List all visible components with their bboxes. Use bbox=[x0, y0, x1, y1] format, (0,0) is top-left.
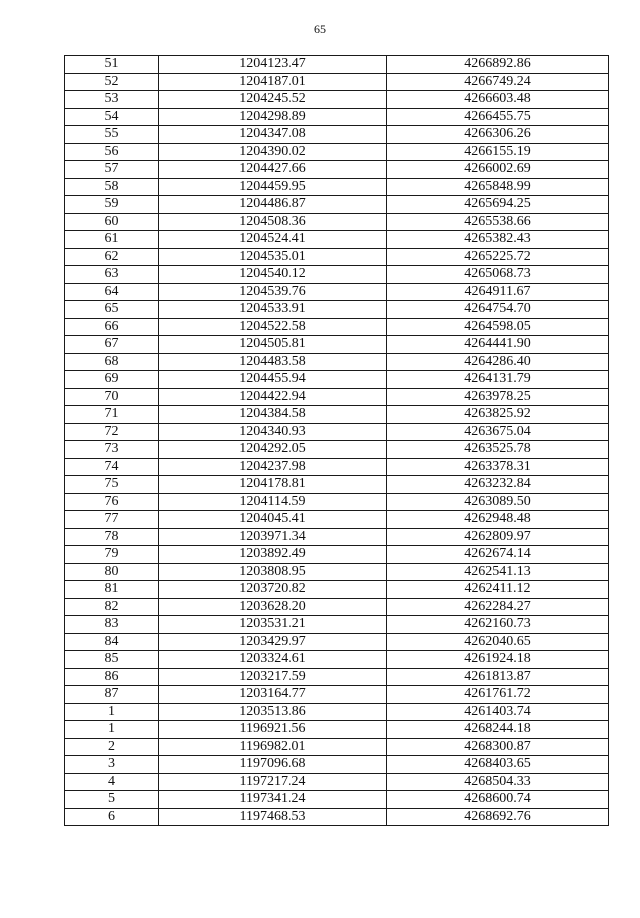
y-coordinate-cell: 4265694.25 bbox=[387, 196, 609, 214]
x-coordinate-cell: 1204535.01 bbox=[159, 248, 387, 266]
y-coordinate-cell: 4266892.86 bbox=[387, 56, 609, 74]
x-coordinate-cell: 1204390.02 bbox=[159, 143, 387, 161]
point-number-cell: 73 bbox=[65, 441, 159, 459]
point-number-cell: 71 bbox=[65, 406, 159, 424]
point-number-cell: 75 bbox=[65, 476, 159, 494]
table-row bbox=[65, 633, 609, 651]
point-number-cell: 56 bbox=[65, 143, 159, 161]
point-number-cell: 1 bbox=[65, 703, 159, 721]
point-number-cell: 79 bbox=[65, 546, 159, 564]
y-coordinate-cell: 4266603.48 bbox=[387, 91, 609, 109]
x-coordinate-cell: 1204508.36 bbox=[159, 213, 387, 231]
x-coordinate-cell: 1203164.77 bbox=[159, 686, 387, 704]
x-coordinate-cell: 1204540.12 bbox=[159, 266, 387, 284]
point-number-cell: 53 bbox=[65, 91, 159, 109]
y-coordinate-cell: 4262809.97 bbox=[387, 528, 609, 546]
point-number-cell: 58 bbox=[65, 178, 159, 196]
point-number-cell: 76 bbox=[65, 493, 159, 511]
table-row bbox=[65, 721, 609, 739]
y-coordinate-cell: 4262674.14 bbox=[387, 546, 609, 564]
table-row bbox=[65, 353, 609, 371]
table-row bbox=[65, 668, 609, 686]
table-row bbox=[65, 703, 609, 721]
point-number-cell: 72 bbox=[65, 423, 159, 441]
x-coordinate-cell: 1203971.34 bbox=[159, 528, 387, 546]
table-row bbox=[65, 546, 609, 564]
x-coordinate-cell: 1204459.95 bbox=[159, 178, 387, 196]
table-row bbox=[65, 196, 609, 214]
point-number-cell: 77 bbox=[65, 511, 159, 529]
point-number-cell: 69 bbox=[65, 371, 159, 389]
table-row bbox=[65, 126, 609, 144]
x-coordinate-cell: 1204178.81 bbox=[159, 476, 387, 494]
point-number-cell: 61 bbox=[65, 231, 159, 249]
y-coordinate-cell: 4263978.25 bbox=[387, 388, 609, 406]
y-coordinate-cell: 4266002.69 bbox=[387, 161, 609, 179]
point-number-cell: 6 bbox=[65, 808, 159, 826]
point-number-cell: 57 bbox=[65, 161, 159, 179]
point-number-cell: 80 bbox=[65, 563, 159, 581]
y-coordinate-cell: 4261813.87 bbox=[387, 668, 609, 686]
x-coordinate-cell: 1204114.59 bbox=[159, 493, 387, 511]
y-coordinate-cell: 4263675.04 bbox=[387, 423, 609, 441]
y-coordinate-cell: 4268403.65 bbox=[387, 756, 609, 774]
table-row bbox=[65, 686, 609, 704]
x-coordinate-cell: 1197217.24 bbox=[159, 773, 387, 791]
x-coordinate-cell: 1196982.01 bbox=[159, 738, 387, 756]
point-number-cell: 86 bbox=[65, 668, 159, 686]
point-number-cell: 52 bbox=[65, 73, 159, 91]
y-coordinate-cell: 4264754.70 bbox=[387, 301, 609, 319]
x-coordinate-cell: 1203513.86 bbox=[159, 703, 387, 721]
table-row bbox=[65, 616, 609, 634]
x-coordinate-cell: 1203892.49 bbox=[159, 546, 387, 564]
point-number-cell: 1 bbox=[65, 721, 159, 739]
x-coordinate-cell: 1204486.87 bbox=[159, 196, 387, 214]
y-coordinate-cell: 4268600.74 bbox=[387, 791, 609, 809]
table-row bbox=[65, 248, 609, 266]
y-coordinate-cell: 4263089.50 bbox=[387, 493, 609, 511]
y-coordinate-cell: 4268692.76 bbox=[387, 808, 609, 826]
table-row bbox=[65, 651, 609, 669]
x-coordinate-cell: 1204422.94 bbox=[159, 388, 387, 406]
y-coordinate-cell: 4268244.18 bbox=[387, 721, 609, 739]
y-coordinate-cell: 4266455.75 bbox=[387, 108, 609, 126]
y-coordinate-cell: 4262284.27 bbox=[387, 598, 609, 616]
table-row bbox=[65, 178, 609, 196]
y-coordinate-cell: 4266155.19 bbox=[387, 143, 609, 161]
point-number-cell: 60 bbox=[65, 213, 159, 231]
x-coordinate-cell: 1203808.95 bbox=[159, 563, 387, 581]
y-coordinate-cell: 4264131.79 bbox=[387, 371, 609, 389]
table-row bbox=[65, 336, 609, 354]
y-coordinate-cell: 4266306.26 bbox=[387, 126, 609, 144]
x-coordinate-cell: 1204187.01 bbox=[159, 73, 387, 91]
x-coordinate-cell: 1204455.94 bbox=[159, 371, 387, 389]
table-row bbox=[65, 756, 609, 774]
point-number-cell: 55 bbox=[65, 126, 159, 144]
x-coordinate-cell: 1204245.52 bbox=[159, 91, 387, 109]
y-coordinate-cell: 4266749.24 bbox=[387, 73, 609, 91]
x-coordinate-cell: 1204347.08 bbox=[159, 126, 387, 144]
point-number-cell: 74 bbox=[65, 458, 159, 476]
x-coordinate-cell: 1197096.68 bbox=[159, 756, 387, 774]
table-row bbox=[65, 441, 609, 459]
x-coordinate-cell: 1196921.56 bbox=[159, 721, 387, 739]
table-row bbox=[65, 73, 609, 91]
x-coordinate-cell: 1204340.93 bbox=[159, 423, 387, 441]
x-coordinate-cell: 1203324.61 bbox=[159, 651, 387, 669]
x-coordinate-cell: 1204524.41 bbox=[159, 231, 387, 249]
page-number: 65 bbox=[314, 22, 326, 36]
y-coordinate-cell: 4262040.65 bbox=[387, 633, 609, 651]
point-number-cell: 78 bbox=[65, 528, 159, 546]
y-coordinate-cell: 4263825.92 bbox=[387, 406, 609, 424]
table-row bbox=[65, 528, 609, 546]
point-number-cell: 5 bbox=[65, 791, 159, 809]
point-number-cell: 54 bbox=[65, 108, 159, 126]
y-coordinate-cell: 4264286.40 bbox=[387, 353, 609, 371]
point-number-cell: 2 bbox=[65, 738, 159, 756]
table-row bbox=[65, 808, 609, 826]
point-number-cell: 84 bbox=[65, 633, 159, 651]
table-row bbox=[65, 598, 609, 616]
table-row bbox=[65, 563, 609, 581]
x-coordinate-cell: 1203720.82 bbox=[159, 581, 387, 599]
y-coordinate-cell: 4262541.13 bbox=[387, 563, 609, 581]
point-number-cell: 87 bbox=[65, 686, 159, 704]
x-coordinate-cell: 1197468.53 bbox=[159, 808, 387, 826]
coordinate-table bbox=[64, 55, 609, 826]
x-coordinate-cell: 1204533.91 bbox=[159, 301, 387, 319]
table-row bbox=[65, 231, 609, 249]
point-number-cell: 4 bbox=[65, 773, 159, 791]
x-coordinate-cell: 1204539.76 bbox=[159, 283, 387, 301]
y-coordinate-cell: 4262411.12 bbox=[387, 581, 609, 599]
coordinate-table-body bbox=[65, 56, 609, 826]
table-row bbox=[65, 213, 609, 231]
x-coordinate-cell: 1197341.24 bbox=[159, 791, 387, 809]
table-row bbox=[65, 406, 609, 424]
y-coordinate-cell: 4265382.43 bbox=[387, 231, 609, 249]
x-coordinate-cell: 1204045.41 bbox=[159, 511, 387, 529]
table-row bbox=[65, 91, 609, 109]
point-number-cell: 67 bbox=[65, 336, 159, 354]
table-row bbox=[65, 318, 609, 336]
x-coordinate-cell: 1204292.05 bbox=[159, 441, 387, 459]
y-coordinate-cell: 4261403.74 bbox=[387, 703, 609, 721]
table-row bbox=[65, 423, 609, 441]
table-row bbox=[65, 301, 609, 319]
y-coordinate-cell: 4263525.78 bbox=[387, 441, 609, 459]
table-row bbox=[65, 773, 609, 791]
table-row bbox=[65, 791, 609, 809]
table-row bbox=[65, 738, 609, 756]
table-row bbox=[65, 266, 609, 284]
x-coordinate-cell: 1204298.89 bbox=[159, 108, 387, 126]
table-row bbox=[65, 388, 609, 406]
point-number-cell: 85 bbox=[65, 651, 159, 669]
x-coordinate-cell: 1204522.58 bbox=[159, 318, 387, 336]
table-row bbox=[65, 458, 609, 476]
point-number-cell: 65 bbox=[65, 301, 159, 319]
point-number-cell: 63 bbox=[65, 266, 159, 284]
point-number-cell: 83 bbox=[65, 616, 159, 634]
point-number-cell: 82 bbox=[65, 598, 159, 616]
y-coordinate-cell: 4264598.05 bbox=[387, 318, 609, 336]
table-row bbox=[65, 476, 609, 494]
x-coordinate-cell: 1203429.97 bbox=[159, 633, 387, 651]
x-coordinate-cell: 1204123.47 bbox=[159, 56, 387, 74]
x-coordinate-cell: 1203531.21 bbox=[159, 616, 387, 634]
y-coordinate-cell: 4263232.84 bbox=[387, 476, 609, 494]
point-number-cell: 59 bbox=[65, 196, 159, 214]
y-coordinate-cell: 4262948.48 bbox=[387, 511, 609, 529]
point-number-cell: 66 bbox=[65, 318, 159, 336]
table-row bbox=[65, 511, 609, 529]
table-row bbox=[65, 581, 609, 599]
x-coordinate-cell: 1203217.59 bbox=[159, 668, 387, 686]
table-row bbox=[65, 56, 609, 74]
point-number-cell: 68 bbox=[65, 353, 159, 371]
point-number-cell: 62 bbox=[65, 248, 159, 266]
point-number-cell: 70 bbox=[65, 388, 159, 406]
y-coordinate-cell: 4261924.18 bbox=[387, 651, 609, 669]
y-coordinate-cell: 4264911.67 bbox=[387, 283, 609, 301]
y-coordinate-cell: 4265848.99 bbox=[387, 178, 609, 196]
point-number-cell: 64 bbox=[65, 283, 159, 301]
y-coordinate-cell: 4268504.33 bbox=[387, 773, 609, 791]
x-coordinate-cell: 1204505.81 bbox=[159, 336, 387, 354]
point-number-cell: 3 bbox=[65, 756, 159, 774]
y-coordinate-cell: 4264441.90 bbox=[387, 336, 609, 354]
x-coordinate-cell: 1204237.98 bbox=[159, 458, 387, 476]
y-coordinate-cell: 4265068.73 bbox=[387, 266, 609, 284]
table-row bbox=[65, 493, 609, 511]
x-coordinate-cell: 1204427.66 bbox=[159, 161, 387, 179]
table-row bbox=[65, 143, 609, 161]
x-coordinate-cell: 1203628.20 bbox=[159, 598, 387, 616]
point-number-cell: 81 bbox=[65, 581, 159, 599]
x-coordinate-cell: 1204384.58 bbox=[159, 406, 387, 424]
point-number-cell: 51 bbox=[65, 56, 159, 74]
y-coordinate-cell: 4265225.72 bbox=[387, 248, 609, 266]
y-coordinate-cell: 4263378.31 bbox=[387, 458, 609, 476]
x-coordinate-cell: 1204483.58 bbox=[159, 353, 387, 371]
table-row bbox=[65, 108, 609, 126]
table-row bbox=[65, 283, 609, 301]
y-coordinate-cell: 4265538.66 bbox=[387, 213, 609, 231]
table-row bbox=[65, 371, 609, 389]
y-coordinate-cell: 4268300.87 bbox=[387, 738, 609, 756]
y-coordinate-cell: 4261761.72 bbox=[387, 686, 609, 704]
table-row bbox=[65, 161, 609, 179]
y-coordinate-cell: 4262160.73 bbox=[387, 616, 609, 634]
